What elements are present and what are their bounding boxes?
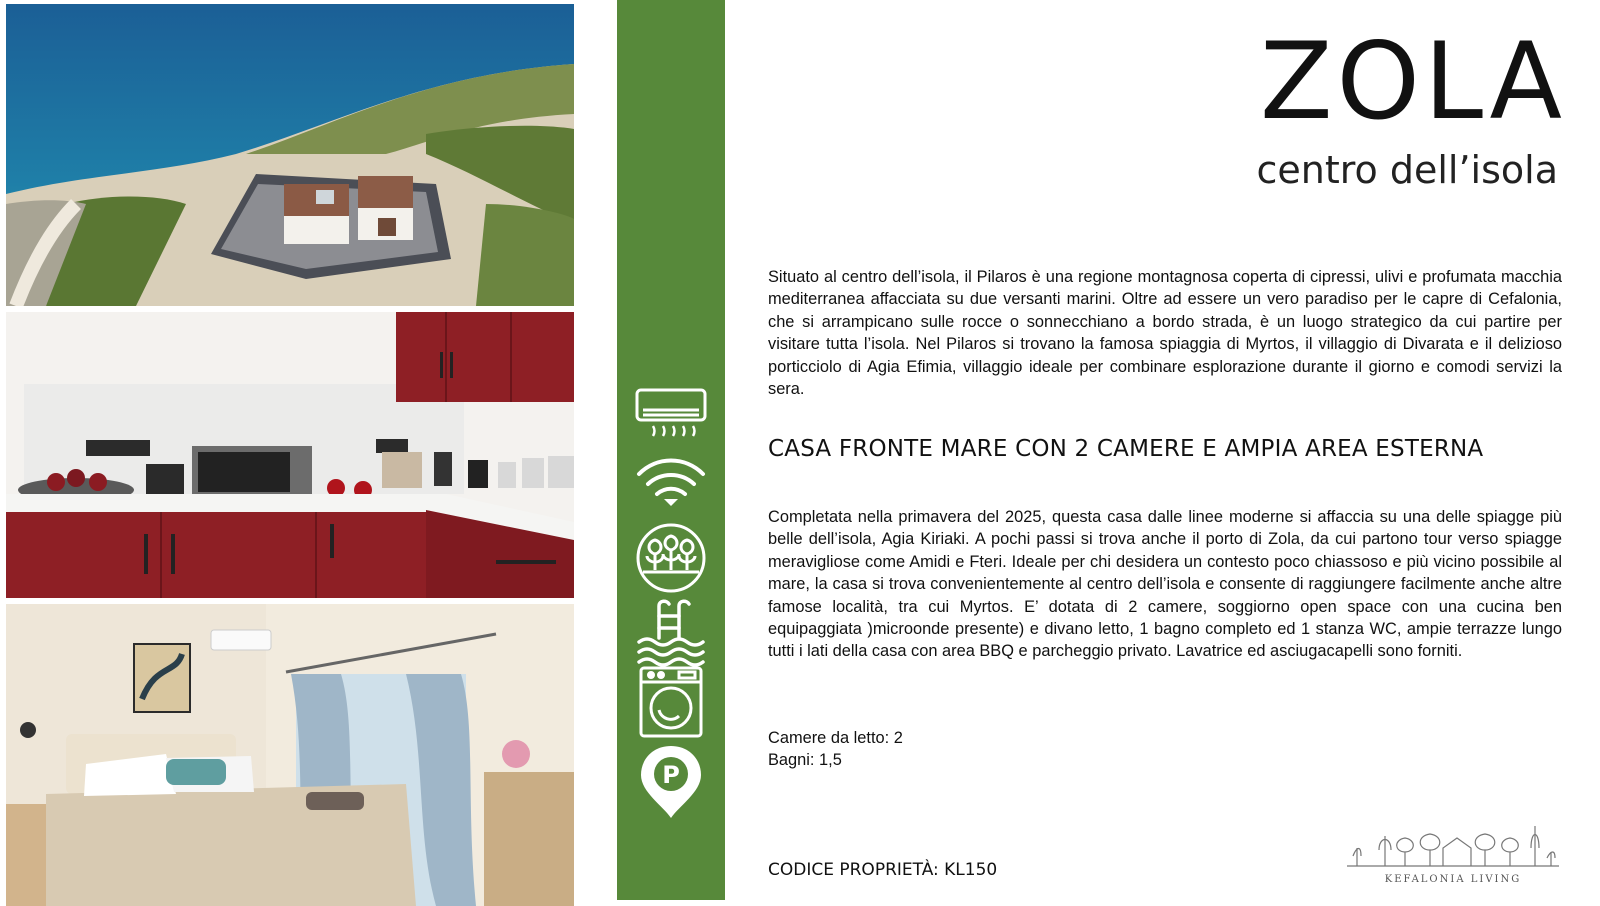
kitchen-photo bbox=[6, 312, 574, 598]
page-subtitle: centro dell’isola bbox=[1256, 148, 1558, 192]
property-code: CODICE PROPRIETÀ: KL150 bbox=[768, 860, 998, 880]
svg-text:P: P bbox=[662, 761, 680, 789]
garden-icon bbox=[633, 520, 709, 596]
property-specs bbox=[768, 727, 903, 772]
description-paragraph: Completata nella primavera del 2025, questa casa dalle linee moderne si affaccia su una delle spiagge più belle dell’isola, Agia Kiriaki. A pochi passi si trova anche il porto di Zola, da cui partono tour verso spiagge meravigliose come Amidi e Fteri. Ideale per chi desidera un contesto poco chiassoso e più vicino possibile al mare, la casa si trova convenientemente al centro dell’isola e consente di raggiungere facilmente anche altre famose località, tra cui Myrtos. E’ dotata di 2 camere, soggiorno open space con una cucina ben equipaggiata )microonde presente) e divano letto, 1 bagno completo ed 1 stanza WC, ampie terrazze lungo tutti i lati della casa con area BBQ e parcheggio privato. Lavatrice ed asciugacapelli sono forniti. bbox=[768, 508, 1562, 661]
bathrooms-count: Bagni: 1,5 bbox=[768, 751, 842, 770]
intro-paragraph: Situato al centro dell’isola, il Pilaros è una regione montagnosa coperta di cipressi, ulivi e profumata macchia mediterranea affacciata su due versanti marini. Oltre ad essere un vero paradiso per le capre di Cefalonia, che si arrampicano sulle rocce o sonnecchiano a bordo strada, è un luogo strategico da cui partire per visitare tutta l’isola. Nel Pilaros si trovano la famosa spiaggia di Myrtos, il villaggio di Divarata e il delizioso porticciolo di Agia Efimia, villaggio ideale per combinare esplorazione durante il giorno e comodi servizi la sera. bbox=[768, 268, 1562, 399]
bedrooms-count: Camere da letto: 2 bbox=[768, 729, 903, 747]
amenities-bar bbox=[617, 0, 725, 900]
pool-icon bbox=[633, 592, 709, 668]
section-heading: CASA FRONTE MARE CON 2 CAMERE E AMPIA AREA ESTERNA bbox=[768, 436, 1484, 462]
logo-text: KEFALONIA LIVING bbox=[1384, 874, 1522, 885]
wifi-icon bbox=[633, 448, 709, 524]
page-title: ZOLA bbox=[1259, 20, 1566, 143]
washing-machine-icon bbox=[633, 664, 709, 740]
air-conditioner-icon bbox=[633, 376, 709, 452]
kefalonia-living-logo bbox=[1345, 822, 1561, 892]
aerial-view-photo bbox=[6, 4, 574, 306]
parking-icon bbox=[633, 742, 709, 818]
bedroom-photo bbox=[6, 604, 574, 906]
